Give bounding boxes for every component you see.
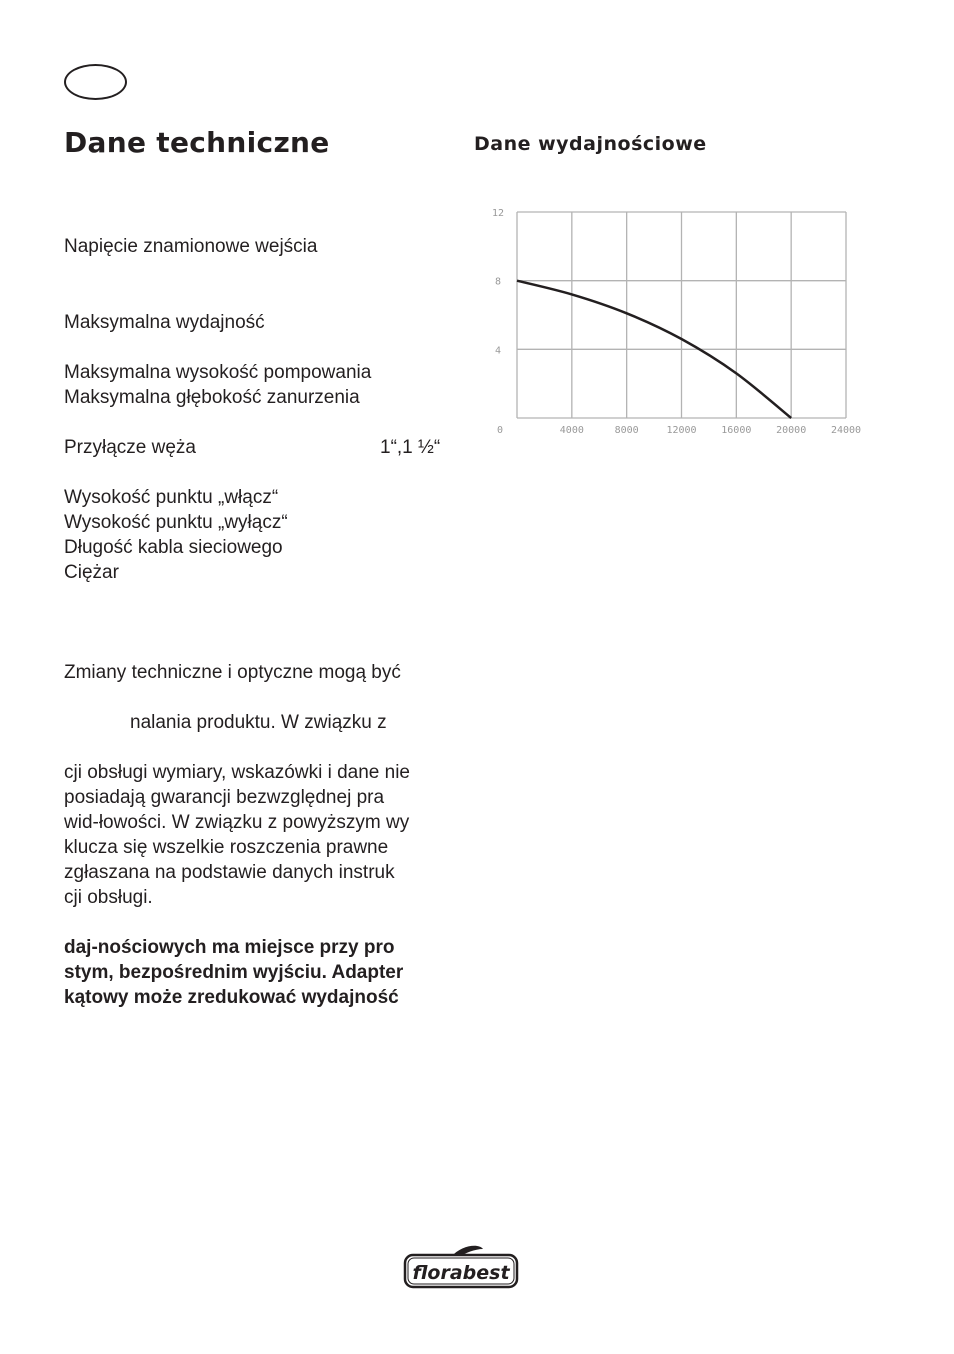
spec-switch-on-label: Wysokość punktu „włącz“ <box>64 487 279 508</box>
note-line: zgłaszana na podstawie danych instruk <box>64 862 395 883</box>
x-tick-label: 12000 <box>666 425 697 436</box>
performance-chart-svg <box>480 200 870 445</box>
note-bold-line: kątowy może zredukować wydajność <box>64 987 399 1008</box>
spec-max-depth-label: Maksymalna głębokość zanurzenia <box>64 387 360 408</box>
chart-title: Dane wydajnościowe <box>474 133 707 155</box>
spec-weight-label: Ciężar <box>64 562 119 583</box>
language-badge <box>64 64 127 100</box>
florabest-logo <box>403 1243 519 1289</box>
spec-max-head-label: Maksymalna wysokość pompowania <box>64 362 372 383</box>
x-tick-label: 20000 <box>776 425 807 436</box>
performance-chart <box>480 200 870 445</box>
logo-graphic <box>403 1243 519 1289</box>
note-line: klucza się wszelkie roszczenia prawne <box>64 837 389 858</box>
x-tick-label: 0 <box>496 425 504 436</box>
spec-switch-off-label: Wysokość punktu „wyłącz“ <box>64 512 288 533</box>
note-line: cji obsługi. <box>64 887 153 908</box>
y-tick-label: 12 <box>491 208 505 219</box>
note-line: nalania produktu. W związku z <box>130 712 387 733</box>
spec-cable-label: Długość kabla sieciowego <box>64 537 283 558</box>
x-tick-label: 16000 <box>721 425 752 436</box>
note-bold-line: daj-nościowych ma miejsce przy pro <box>64 937 395 958</box>
y-tick-label: 8 <box>494 276 502 288</box>
page-title: Dane techniczne <box>64 126 330 159</box>
note-line: Zmiany techniczne i optyczne mogą być <box>64 662 401 683</box>
x-tick-label: 4000 <box>559 425 584 436</box>
y-tick-label: 4 <box>494 345 502 357</box>
x-tick-label: 24000 <box>830 425 862 436</box>
spec-max-flow-label: Maksymalna wydajność <box>64 312 265 333</box>
spec-hose-label: Przyłącze węża <box>64 437 196 458</box>
note-line: cji obsługi wymiary, wskazówki i dane nie <box>64 762 410 783</box>
note-line: posiadają gwarancji bezwzględnej pra <box>64 787 385 808</box>
spec-voltage-label: Napięcie znamionowe wejścia <box>64 236 318 257</box>
spec-hose-value: 1“,1 ½“ <box>380 437 441 458</box>
x-tick-label: 8000 <box>614 425 639 436</box>
logo-text: florabest <box>412 1262 510 1284</box>
note-bold-line: stym, bezpośrednim wyjściu. Adapter <box>64 962 404 983</box>
note-line: wid-łowości. W związku z powyższym wy <box>64 812 410 833</box>
